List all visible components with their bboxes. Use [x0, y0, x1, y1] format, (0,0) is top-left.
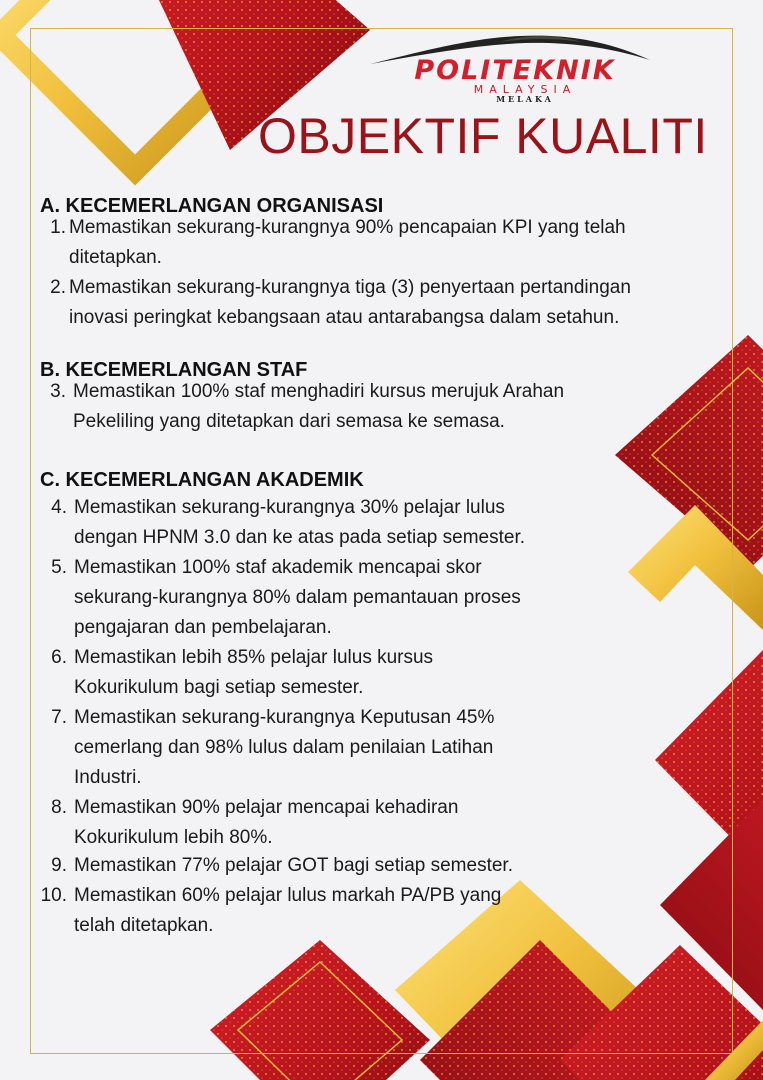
item-number: 3. — [50, 381, 66, 402]
logo-country: MALAYSIA — [473, 83, 577, 96]
item-text-line: Memastikan lebih 85% pelajar lulus kursus — [74, 647, 434, 668]
item-text-line: telah ditetapkan. — [74, 915, 214, 936]
page-title: OBJEKTIF KUALITI — [258, 108, 708, 164]
item-text-line: Memastikan 60% pelajar lulus markah PA/PB yang — [74, 885, 502, 906]
item-number: 10. — [40, 885, 67, 906]
item-text-line: pengajaran dan pembelajaran. — [74, 617, 332, 638]
item-text-line: Memastikan 90% pelajar mencapai kehadiran — [74, 797, 459, 818]
item-number: 8. — [51, 797, 67, 818]
item-text-line: Memastikan 77% pelajar GOT bagi setiap semester. — [74, 855, 513, 876]
item-number: 1. — [50, 217, 66, 238]
logo-campus: MELAKA — [496, 94, 554, 104]
item-text-line: Memastikan 100% staf menghadiri kursus merujuk Arahan — [73, 381, 565, 402]
item-text-line: Pekeliling yang ditetapkan dari semasa ke semasa. — [73, 411, 505, 432]
item-text-line: cemerlang dan 98% lulus dalam penilaian Latihan — [74, 737, 494, 758]
item-text-line: Memastikan sekurang-kurangnya Keputusan 45% — [74, 707, 495, 728]
item-number: 9. — [51, 855, 67, 876]
item-text-line: Kokurikulum bagi setiap semester. — [74, 677, 364, 698]
section-heading-staf: B. KECEMERLANGAN STAF — [40, 359, 308, 381]
item-text-line: Memastikan sekurang-kurangnya 90% pencapaian KPI yang telah — [69, 217, 626, 238]
item-text-line: Industri. — [74, 767, 142, 788]
item-text-line: ditetapkan. — [69, 247, 162, 268]
item-text-line: Kokurikulum lebih 80%. — [74, 827, 273, 848]
item-text-line: inovasi peringkat kebangsaan atau antarabangsa dalam setahun. — [69, 307, 620, 328]
item-text-line: Memastikan sekurang-kurangnya tiga (3) penyertaan pertandingan — [69, 277, 631, 298]
item-text-line: dengan HPNM 3.0 dan ke atas pada setiap semester. — [74, 527, 525, 548]
item-text-line: Memastikan sekurang-kurangnya 30% pelajar lulus — [74, 497, 505, 518]
item-number: 5. — [51, 557, 67, 578]
item-number: 2. — [50, 277, 66, 298]
item-number: 4. — [51, 497, 67, 518]
item-text-line: sekurang-kurangnya 80% dalam pemantauan proses — [74, 587, 521, 608]
item-text-line: Memastikan 100% staf akademik mencapai skor — [74, 557, 482, 578]
logo-name: POLITEKNIK — [414, 55, 616, 86]
section-heading-akademik: C. KECEMERLANGAN AKADEMIK — [40, 469, 364, 491]
item-number: 6. — [51, 647, 67, 668]
politeknik-logo — [350, 30, 680, 108]
item-number: 7. — [51, 707, 67, 728]
section-heading-organisasi: A. KECEMERLANGAN ORGANISASI — [40, 195, 384, 217]
